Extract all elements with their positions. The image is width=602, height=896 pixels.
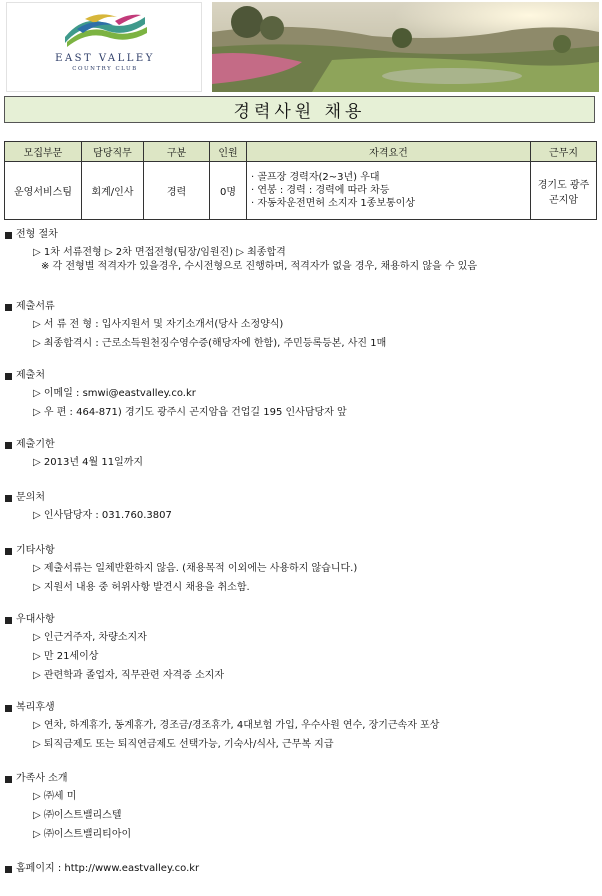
header-duty: 담당직무 (82, 142, 144, 162)
header-location: 근무지 (531, 142, 597, 162)
email-link[interactable]: ▷ 이메일 : smwi@eastvalley.co.kr (33, 388, 196, 399)
section-line: ▷ 서 류 전 형 : 입사지원서 및 자기소개서(당사 소정양식) (33, 319, 284, 330)
section-title: 제출서류 (16, 301, 55, 312)
section-line: ▷ ㈜이스트밸리티아이 (33, 829, 132, 840)
section-welfare (5, 701, 439, 752)
cell-requirements (247, 162, 531, 220)
golf-course-photo (212, 2, 599, 92)
location-line: 곤지암 (549, 194, 578, 206)
square-bullet-icon (5, 304, 12, 311)
cell-category: 경력 (144, 162, 210, 220)
section-title: 우대사항 (16, 614, 55, 625)
section-line: ▷ ㈜세 미 (33, 791, 77, 802)
section-line: ▷ 관련학과 졸업자, 직무관련 자격증 소지자 (33, 670, 224, 681)
section-homepage (5, 862, 199, 876)
section-line: ▷ 인사담당자 : 031.760.3807 (33, 510, 172, 521)
section-line: ▷ 2013년 4월 11일까지 (33, 457, 144, 468)
location-line: 경기도 광주 (537, 179, 590, 191)
square-bullet-icon (5, 373, 12, 380)
section-line: ▷ 인근거주자, 차량소지자 (33, 632, 147, 643)
header-category: 구분 (144, 142, 210, 162)
logo-wave-icon (55, 9, 155, 49)
square-bullet-icon (5, 705, 12, 712)
square-bullet-icon (5, 776, 12, 783)
section-line: ▷ 우 편 : 464-871) 경기도 광주시 곤지암읍 건업길 195 인사담당자 앞 (33, 407, 347, 418)
square-bullet-icon (5, 495, 12, 502)
brand-name: EAST VALLEY (55, 53, 155, 64)
section-affiliates (5, 772, 131, 842)
section-line: ▷ 만 21세이상 (33, 651, 99, 662)
section-line: ▷ 퇴직금제도 또는 퇴직연금제도 선택가능, 기숙사/식사, 근무복 지급 (33, 739, 334, 750)
square-bullet-icon (5, 232, 12, 239)
requirement-item: · 연봉 : 경력 : 경력에 따라 차등 (251, 185, 390, 196)
section-title: 가족사 소개 (16, 773, 68, 784)
section-title: 기타사항 (16, 545, 55, 556)
section-line: ▷ ㈜이스트밸리스텔 (33, 810, 122, 821)
section-title: 제출기한 (16, 439, 55, 450)
header-count: 인원 (210, 142, 247, 162)
section-note: ※ 각 전형별 적격자가 있을경우, 수시전형으로 진행하며, 적격자가 없을 경우, 채용하지 않을 수 있음 (41, 261, 477, 272)
header-banner (3, 2, 599, 94)
cell-duty: 회계/인사 (82, 162, 144, 220)
job-table (4, 141, 597, 220)
section-other (5, 544, 357, 595)
section-title: 전형 절차 (16, 229, 58, 240)
section-line: ▷ 1차 서류전형 ▷ 2차 면접전형(팀장/임원진) ▷ 최종합격 (33, 247, 286, 258)
header-department: 모집부문 (5, 142, 82, 162)
section-line: ▷ 제출서류는 일체반환하지 않음. (채용목적 이외에는 사용하지 않습니다.) (33, 563, 358, 574)
section-contact (5, 491, 172, 523)
section-line: ▷ 지원서 내용 중 허위사항 발견시 채용을 취소함. (33, 582, 250, 593)
section-deadline (5, 438, 143, 470)
section-submit-to (5, 369, 347, 420)
brand-subtitle: COUNTRY CLUB (72, 66, 138, 72)
section-process (5, 228, 477, 274)
section-line: ▷ 연차, 하계휴가, 동계휴가, 경조금/경조휴가, 4대보험 가입, 우수사원 연수, 장기근속자 포상 (33, 720, 440, 731)
requirement-item: · 자동차운전면허 소지자 1종보통이상 (251, 198, 415, 209)
homepage-link[interactable]: 홈페이지 : http://www.eastvalley.co.kr (16, 863, 200, 874)
section-title: 복리후생 (16, 702, 55, 713)
table-header-row (5, 142, 597, 162)
page-title: 경력사원 채용 (4, 96, 595, 123)
section-line: ▷ 최종합격시 : 근로소득원천징수영수증(해당자에 한함), 주민등록등본, 사진 1매 (33, 338, 387, 349)
square-bullet-icon (5, 442, 12, 449)
logo[interactable] (6, 2, 202, 92)
section-preference (5, 613, 224, 683)
cell-department: 운영서비스팀 (5, 162, 82, 220)
section-title: 문의처 (16, 492, 45, 503)
square-bullet-icon (5, 548, 12, 555)
section-title: 제출처 (16, 370, 45, 381)
section-documents (5, 300, 386, 351)
square-bullet-icon (5, 866, 12, 873)
cell-count: 0명 (210, 162, 247, 220)
header-requirements: 자격요건 (247, 142, 531, 162)
square-bullet-icon (5, 617, 12, 624)
cell-location (531, 162, 597, 220)
table-row (5, 162, 597, 220)
requirement-item: · 골프장 경력자(2~3년) 우대 (251, 172, 380, 183)
